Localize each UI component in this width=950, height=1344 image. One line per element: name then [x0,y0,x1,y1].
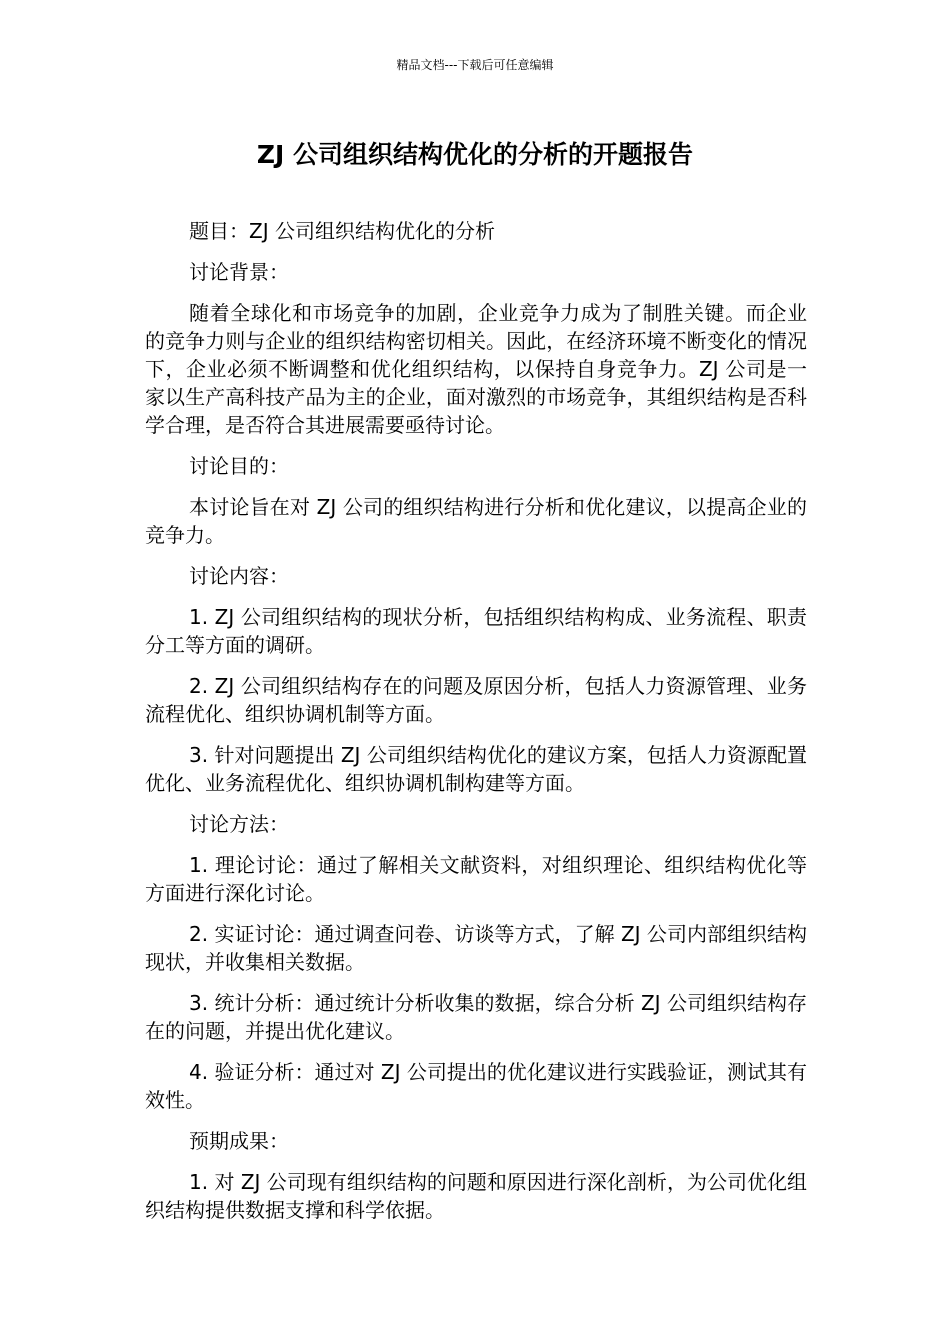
content-item-3: 3. 针对问题提出 ZJ 公司组织结构优化的建议方案，包括人力资源配置优化、业务流程优化、组织协调机制构建等方面。 [145,743,807,795]
heading-background: 讨论背景： [189,260,289,284]
paragraph-topic: 题目：ZJ 公司组织结构优化的分析 [189,219,495,243]
method-item-3: 3. 统计分析：通过统计分析收集的数据，综合分析 ZJ 公司组织结构存在的问题，并提出优化建议。 [145,991,807,1043]
heading-expected-results: 预期成果： [189,1129,289,1153]
page-header-note: 精品文档---下载后可任意编辑 [396,58,554,72]
heading-purpose: 讨论目的： [189,454,289,478]
content-item-1: 1. ZJ 公司组织结构的现状分析，包括组织结构构成、业务流程、职责分工等方面的调研。 [145,605,807,657]
method-item-4: 4. 验证分析：通过对 ZJ 公司提出的优化建议进行实践验证，测试其有效性。 [145,1060,807,1112]
method-item-2: 2. 实证讨论：通过调查问卷、访谈等方式，了解 ZJ 公司内部组织结构现状，并收集相关数据。 [145,922,807,974]
document-title: ZJ 公司组织结构优化的分析的开题报告 [256,140,694,169]
paragraph-background: 随着全球化和市场竞争的加剧，企业竞争力成为了制胜关键。而企业的竞争力则与企业的组织结构密切相关。因此，在经济环境不断变化的情况下，企业必须不断调整和优化组织结构，以保持自身竞争力。ZJ 公司是一家以生产高科技产品为主的企业，面对激烈的市场竞争，其组织结构是否科学合理，是否符合其进展需要亟待讨论。 [145,301,807,437]
method-item-1: 1. 理论讨论：通过了解相关文献资料，对组织理论、组织结构优化等方面进行深化讨论。 [145,853,807,905]
heading-methods: 讨论方法： [189,812,289,836]
heading-content: 讨论内容： [189,564,289,588]
document-body [145,217,807,1237]
paragraph-purpose: 本讨论旨在对 ZJ 公司的组织结构进行分析和优化建议，以提高企业的竞争力。 [145,495,807,547]
result-item-1: 1. 对 ZJ 公司现有组织结构的问题和原因进行深化剖析，为公司优化组织结构提供数据支撑和科学依据。 [145,1170,807,1222]
content-item-2: 2. ZJ 公司组织结构存在的问题及原因分析，包括人力资源管理、业务流程优化、组织协调机制等方面。 [145,674,807,726]
